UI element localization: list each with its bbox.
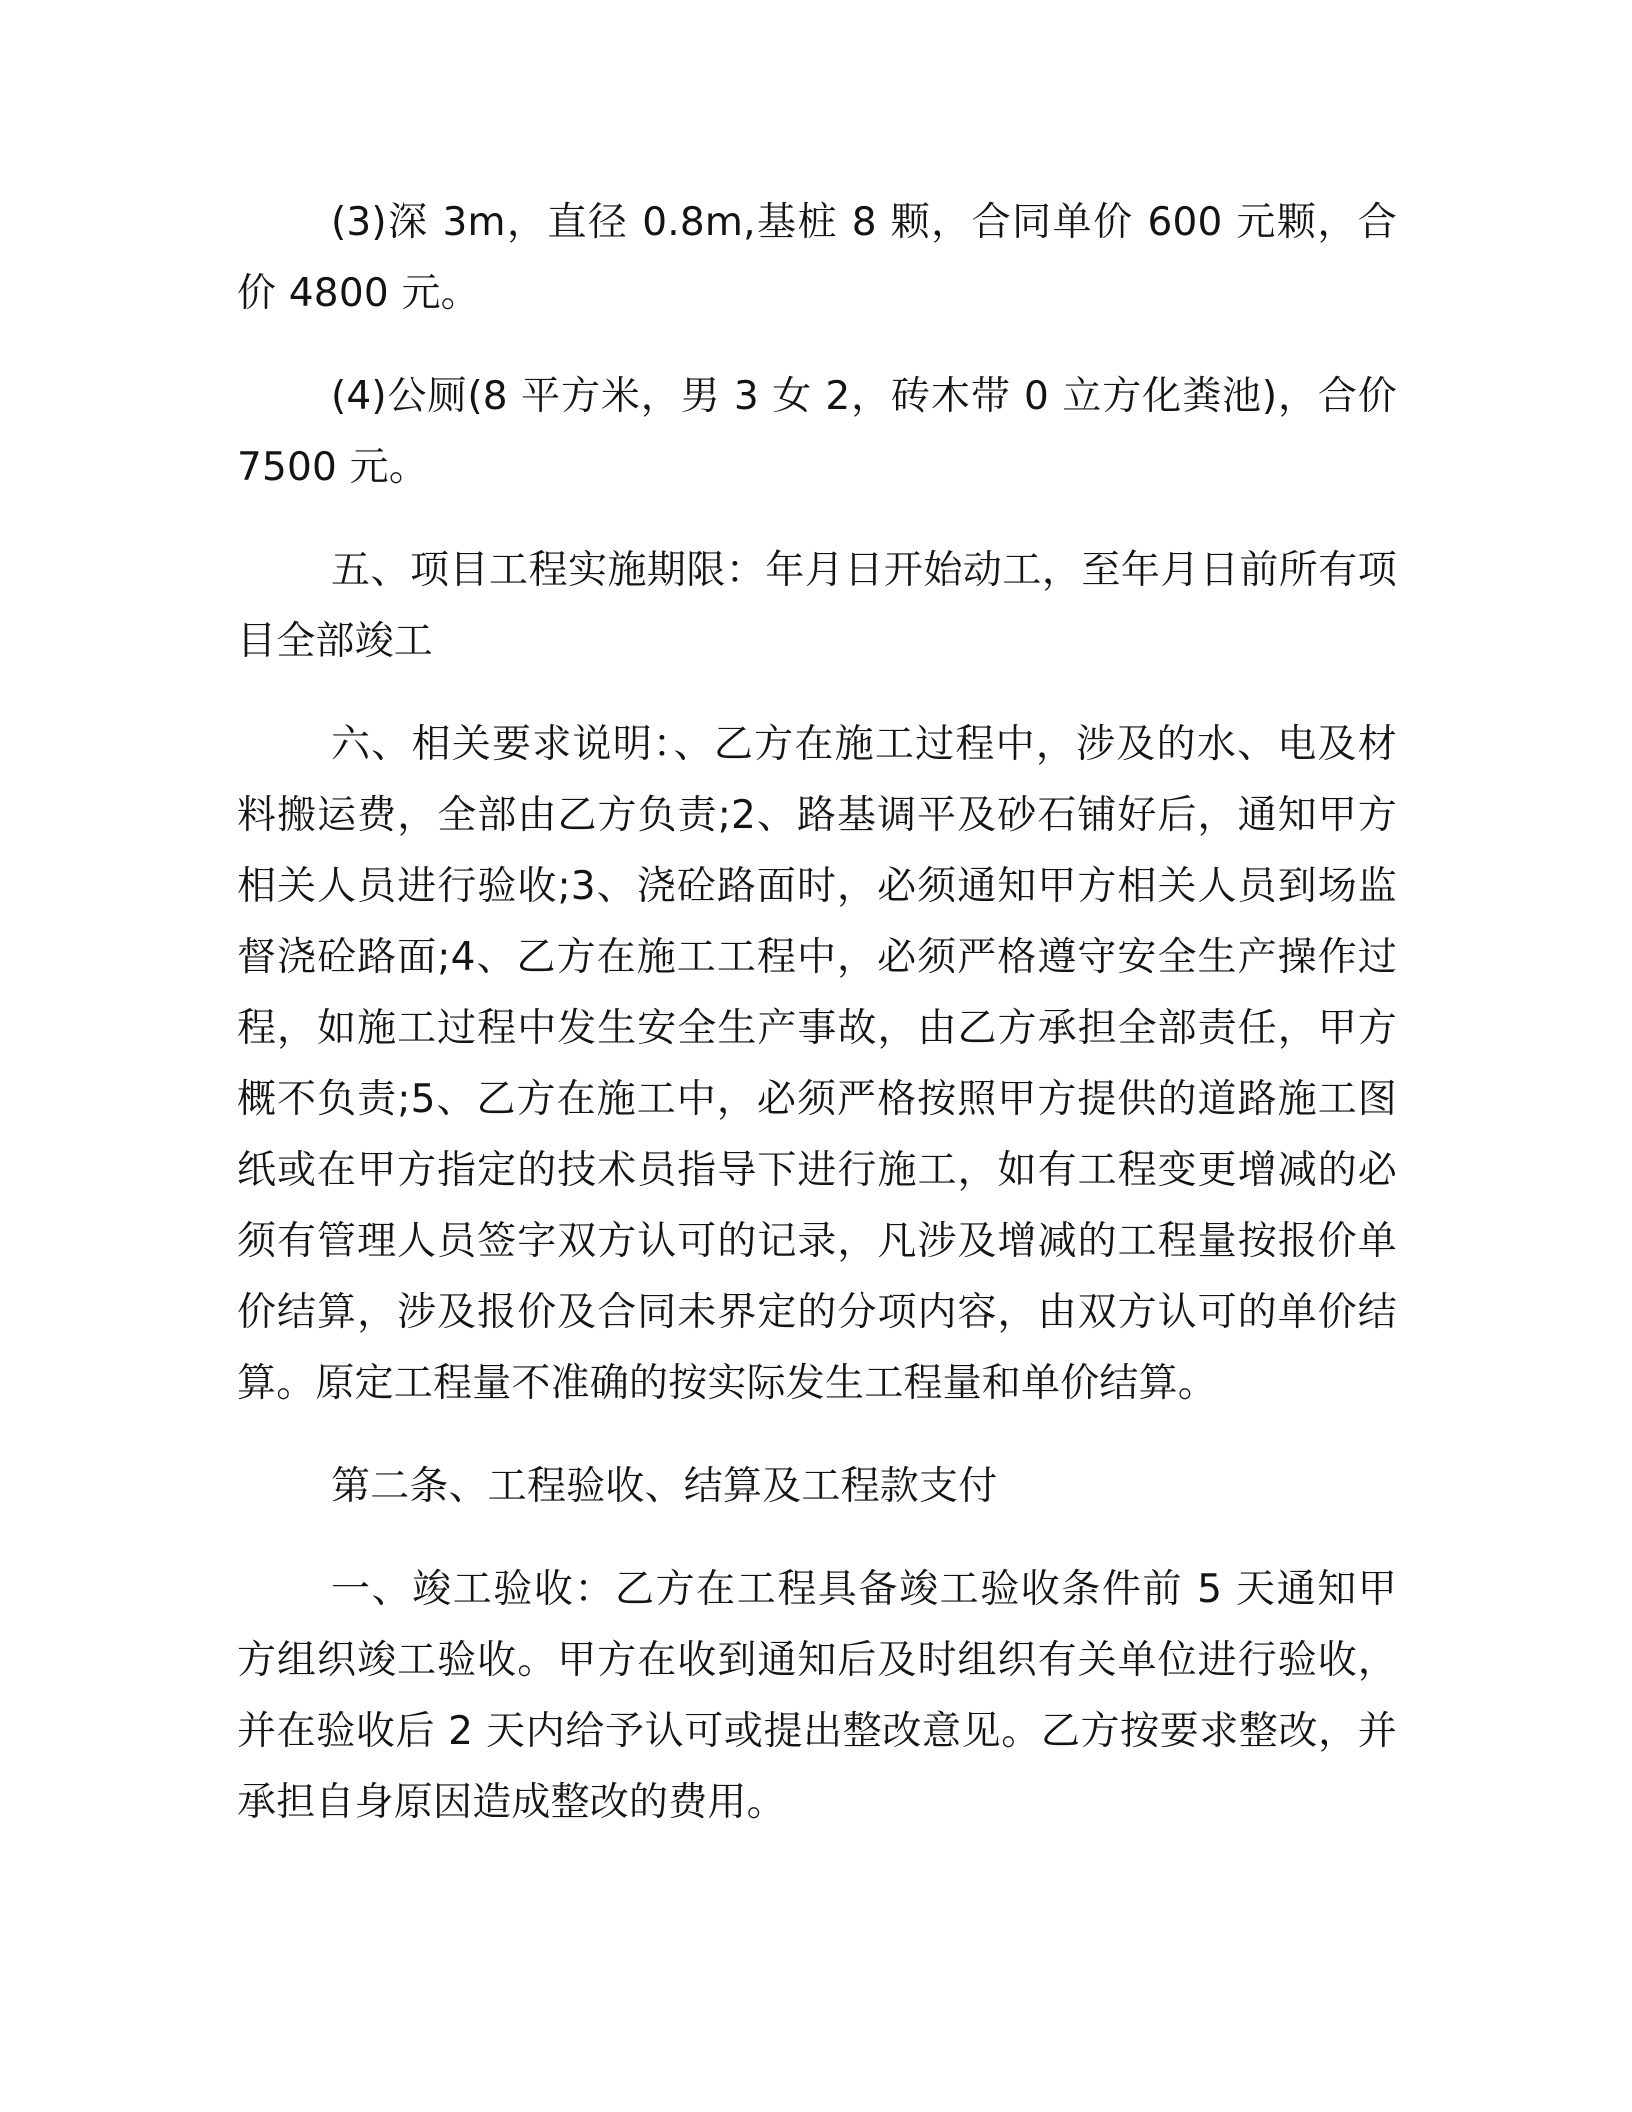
paragraph-completion-acceptance: 一、竣工验收：乙方在工程具备竣工验收条件前 5 天通知甲方组织竣工验收。甲方在收到通知后及时组织有关单位进行验收，并在验收后 2 天内给予认可或提出整改意见。乙方按要求整改，并承担自身原因造成整改的费用。 [237, 1567, 1397, 1825]
paragraph-item-4-toilet: (4)公厕(8 平方米，男 3 女 2，砖木带 0 立方化粪池)，合价 7500 元。 [237, 374, 1397, 490]
paragraph-gap [237, 329, 1397, 361]
document-body [237, 187, 1397, 1838]
paragraph-schedule: 五、项目工程实施期限：年月日开始动工，至年月日前所有项目全部竣工 [237, 548, 1397, 664]
paragraph-gap [237, 503, 1397, 535]
paragraph-item-3-pile: (3)深 3m，直径 0.8m,基桩 8 颗，合同单价 600 元颗，合价 4800 元。 [237, 200, 1397, 316]
section-heading-article-2: 第二条、工程验收、结算及工程款支付 [331, 1464, 998, 1509]
paragraph-requirements: 六、相关要求说明：、乙方在施工过程中，涉及的水、电及材料搬运费，全部由乙方负责;2、路基调平及砂石铺好后，通知甲方相关人员进行验收;3、浇砼路面时，必须通知甲方相关人员到场监督浇砼路面;4、乙方在施工工程中，必须严格遵守安全生产操作过程，如施工过程中发生安全生产事故，由乙方承担全部责任，甲方概不负责;5、乙方在施工中，必须严格按照甲方提供的道路施工图纸或在甲方指定的技术员指导下进行施工，如有工程变更增减的必须有管理人员签字双方认可的记录，凡涉及增减的工程量按报价单价结算，涉及报价及合同未界定的分项内容，由双方认可的单价结算。原定工程量不准确的按实际发生工程量和单价结算。 [237, 722, 1397, 1406]
paragraph-gap [237, 1522, 1397, 1554]
paragraph-gap [237, 1419, 1397, 1451]
paragraph-gap [237, 677, 1397, 709]
